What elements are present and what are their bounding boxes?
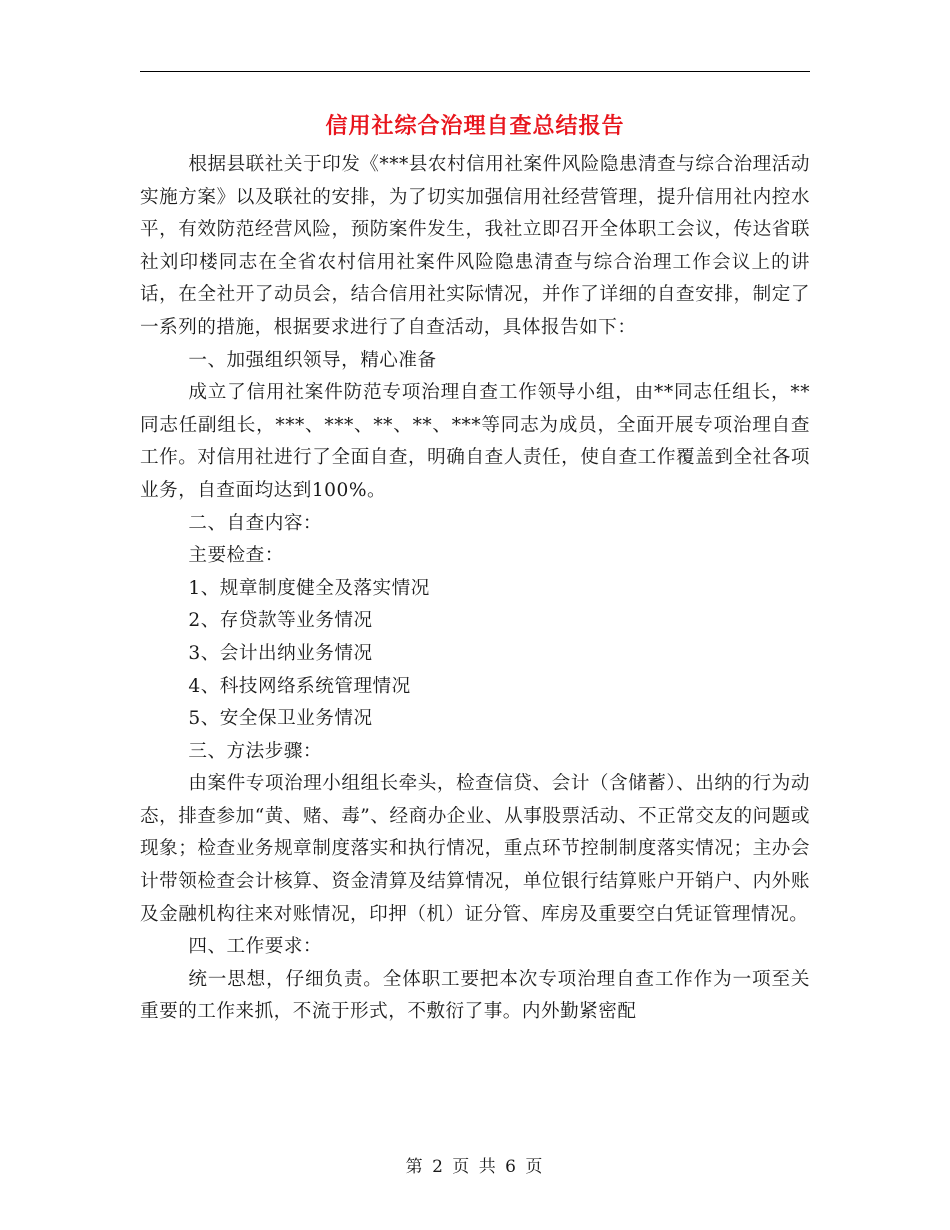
- list-item: 2、存贷款等业务情况: [188, 610, 373, 632]
- heading-section-4: 四、工作要求：: [188, 936, 323, 958]
- heading-section-1: 一、加强组织领导，精心准备: [188, 349, 437, 371]
- heading-section-2: 二、自查内容：: [188, 512, 323, 534]
- paragraph-intro: 根据县联社关于印发《***县农村信用社案件风险隐患清查与综合治理活动实施方案》以及联社的安排，为了切实加强信用社经营管理，提升信用社内控水平，有效防范经营风险，预防案件发生，我社立即召开全体职工会议，传达省联社刘印楼同志在全省农村信用社案件风险隐患清查与综合治理工作会议上的讲话，在全社开了动员会，结合信用社实际情况，并作了详细的自查安排，制定了一系列的措施，根据要求进行了自查活动，具体报告如下：: [140, 154, 810, 338]
- paragraph-section-1: 成立了信用社案件防范专项治理自查工作领导小组，由**同志任组长，**同志任副组长，***、***、**、**、***等同志为成员，全面开展专项治理自查工作。对信用社进行了全面自查，明确自查人责任，使自查工作覆盖到全社各项业务，自查面均达到100%。: [140, 382, 810, 501]
- page-number: 第 2 页 共 6 页: [405, 1157, 545, 1177]
- document-title: 信用社综合治理自查总结报告: [325, 113, 625, 139]
- document-body: [140, 149, 810, 1029]
- header-rule: [140, 71, 810, 72]
- paragraph-main-checks: 主要检查：: [188, 545, 284, 567]
- paragraph-section-3: 由案件专项治理小组组长牵头，检查信贷、会计（含储蓄）、出纳的行为动态，排查参加“黄、赌、毒”、经商办企业、从事股票活动、不正常交友的问题或现象；检查业务规章制度落实和执行情况，重点环节控制制度落实情况；主办会计带领检查会计核算、资金清算及结算情况，单位银行结算账户开销户、内外账及金融机构往来对账情况，印押（机）证分管、库房及重要空白凭证管理情况。: [140, 773, 810, 925]
- paragraph-section-4: 统一思想，仔细负责。全体职工要把本次专项治理自查工作作为一项至关重要的工作来抓，不流于形式，不敷衍了事。内外勤紧密配: [140, 968, 810, 1023]
- list-item: 1、规章制度健全及落实情况: [188, 577, 430, 599]
- list-item: 4、科技网络系统管理情况: [188, 675, 411, 697]
- list-item: 3、会计出纳业务情况: [188, 642, 373, 664]
- list-item: 5、安全保卫业务情况: [188, 708, 373, 730]
- heading-section-3: 三、方法步骤：: [188, 740, 323, 762]
